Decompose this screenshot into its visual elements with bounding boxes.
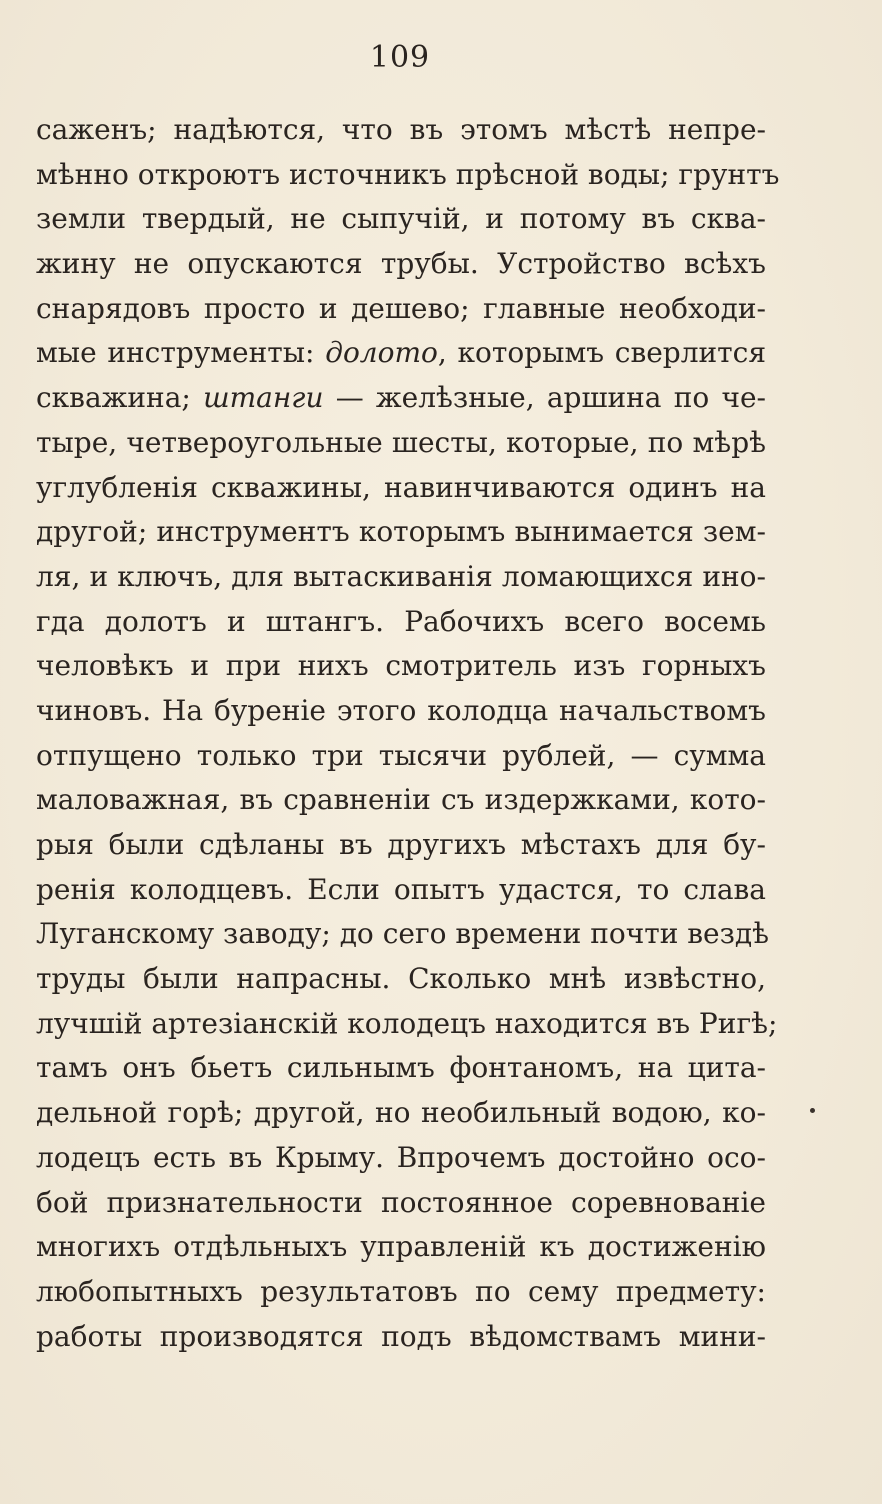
text-line: мые инструменты: долото, которымъ сверлится	[36, 336, 766, 370]
text-line: бой признательности постоянное соревнованіе	[36, 1185, 766, 1219]
text-line: снарядовъ просто и дешево; главные необходи-	[36, 291, 766, 325]
italic-term: штанги	[203, 381, 324, 415]
text-line: дельной горѣ; другой, но необильный водою, ко-	[36, 1096, 766, 1130]
text-line: лодецъ есть въ Крыму. Впрочемъ достойно осо-	[36, 1140, 766, 1174]
text-line: маловажная, въ сравненіи съ издержками, кото-	[36, 783, 766, 817]
text-line: человѣкъ и при нихъ смотритель изъ горныхъ	[36, 649, 766, 683]
text-line: мѣнно откроютъ источникъ прѣсной воды; грунтъ	[36, 157, 780, 191]
text-line: земли твердый, не сыпучій, и потому въ сква-	[36, 202, 766, 236]
text-line: лучшій артезіанскій колодецъ находится въ Ригѣ;	[36, 1006, 778, 1040]
text-line: жину не опускаются трубы. Устройство всѣхъ	[36, 247, 766, 281]
text-line: тамъ онъ бьетъ сильнымъ фонтаномъ, на цита-	[36, 1051, 766, 1085]
text-line: Луганскому заводу; до сего времени почти вездѣ	[36, 917, 770, 951]
text-line: рыя были сдѣланы въ другихъ мѣстахъ для бу-	[36, 828, 766, 861]
text-line: ренія колодцевъ. Если опытъ удастся, то слава	[36, 872, 766, 906]
text-line: углубленія скважины, навинчиваются одинъ на	[36, 470, 766, 504]
text-line: многихъ отдѣльныхъ управленій къ достиженію	[36, 1230, 766, 1264]
text-line: скважина; штанги — желѣзные, аршина по че-	[36, 381, 767, 415]
text-line: ля, и ключъ, для вытаскиванія ломающихся ино-	[36, 559, 766, 593]
ink-speck	[810, 1108, 815, 1113]
italic-term: долото	[325, 336, 438, 370]
text-line: гда долотъ и штангъ. Рабочихъ всего восемь	[36, 604, 766, 638]
body-text	[36, 108, 780, 1359]
page-number: 109	[369, 40, 431, 75]
text-line: саженъ; надѣются, что въ этомъ мѣстѣ непре-	[36, 113, 766, 146]
text-line: другой; инструментъ которымъ вынимается зем-	[36, 515, 766, 549]
text-line: труды были напрасны. Сколько мнѣ извѣстно,	[36, 962, 766, 996]
text-line: отпущено только три тысячи рублей, — сумма	[36, 738, 766, 772]
text-line: работы производятся подъ вѣдомствамъ мини-	[36, 1319, 766, 1353]
text-line: чиновъ. На буреніе этого колодца начальствомъ	[36, 693, 766, 727]
text-line: любопытныхъ результатовъ по сему предмету:	[36, 1274, 766, 1308]
text-line: тыре, четвероугольные шесты, которые, по мѣрѣ	[36, 425, 766, 459]
